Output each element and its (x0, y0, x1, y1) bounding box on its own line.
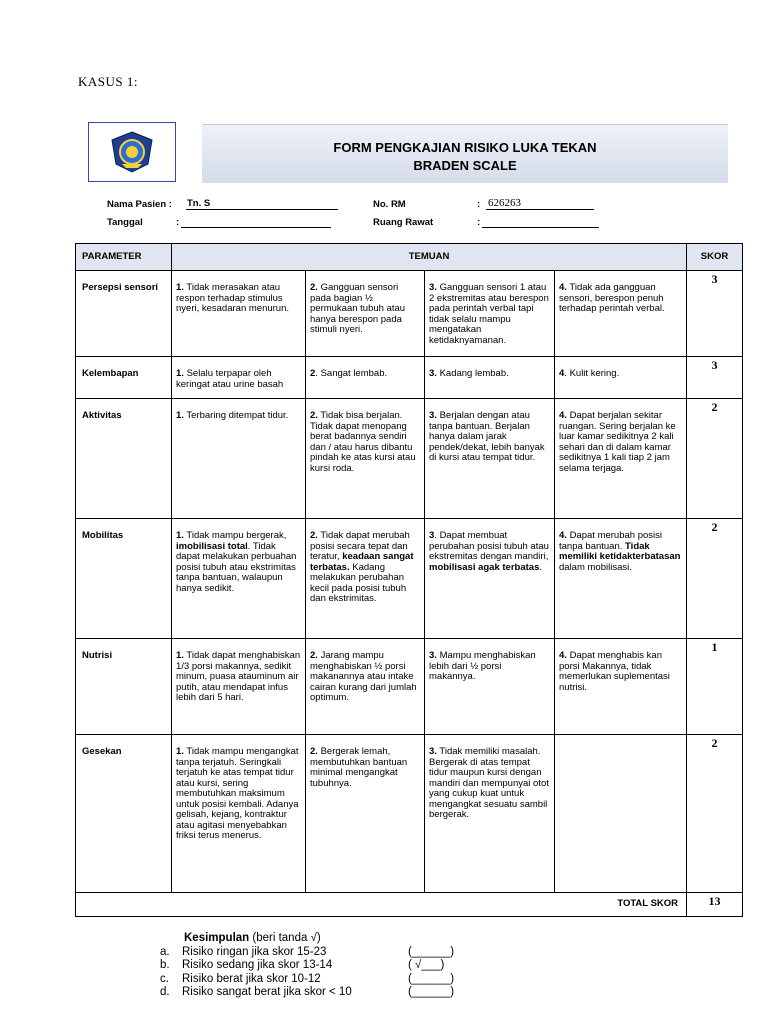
patient-name-value[interactable]: Tn. S (187, 198, 211, 209)
param-name: Persepsi sensori (76, 271, 172, 357)
form-title: FORM PENGKAJIAN RISIKO LUKA TEKAN (333, 140, 597, 155)
rm-value[interactable]: 626263 (488, 197, 521, 209)
header-parameter: PARAMETER (76, 244, 172, 271)
conclusion-section (160, 932, 468, 1000)
table-row (76, 735, 743, 893)
option-cell[interactable]: 2. Tidak bisa berjalan. Tidak dapat menopang berat badannya sendiri dan / atau harus dibantu pindah ke atas kursi atau kursi roda. (306, 399, 425, 519)
option-cell[interactable]: 2. Gangguan sensori pada bagian ½ permukaan tubuh atau hanya berespon pada stimuli nyeri. (306, 271, 425, 357)
table-row (76, 271, 743, 357)
date-label: Tanggal (107, 217, 143, 228)
conclusion-option: c. Risiko berat jika skor 10-12 (______) (160, 973, 468, 987)
conclusion-option: d. Risiko sangat berat jika skor < 10 (______) (160, 986, 468, 1000)
form-title-banner (202, 124, 728, 183)
option-cell[interactable]: 2. Jarang mampu menghabiskan ½ porsi makanannya atau intake cairan kurang dari jumlah optimum. (306, 639, 425, 735)
param-name: Aktivitas (76, 399, 172, 519)
score-cell[interactable]: 1 (687, 639, 743, 735)
option-cell[interactable]: 3. Tidak memiliki masalah. Bergerak di atas tempat tidur maupun kursi dengan mandiri dan mempunyai otot yang cukup kuat untuk mengangkat sesuatu sambil bergerak. (425, 735, 555, 893)
date-field[interactable] (181, 227, 331, 228)
option-cell[interactable]: 1. Selalu terpapar oleh keringat atau urine basah (172, 357, 306, 399)
rm-line (486, 209, 594, 210)
param-name: Kelembapan (76, 357, 172, 399)
table-header-row (76, 244, 743, 271)
room-separator: : (477, 217, 481, 228)
option-cell[interactable]: 3. Berjalan dengan atau tanpa bantuan. Berjalan hanya dalam jarak pendek/dekat, lebih banyak di kursi atau tempat tidur. (425, 399, 555, 519)
option-cell[interactable]: 1. Tidak mampu bergerak, imobilisasi total. Tidak dapat melakukan perbuahan posisi tubuh atau ekstrimitas tanpa bantuan, walaupun hanya sedikit. (172, 519, 306, 639)
option-cell[interactable]: 4. Kulit kering. (555, 357, 687, 399)
total-label: TOTAL SKOR (76, 893, 687, 917)
check-box[interactable]: (______) (408, 945, 455, 958)
score-cell[interactable]: 3 (687, 357, 743, 399)
check-box[interactable]: (______) (408, 972, 455, 985)
case-heading: KASUS 1: (78, 74, 138, 89)
table-row (76, 399, 743, 519)
check-box[interactable]: (______) (408, 986, 455, 998)
score-cell[interactable]: 2 (687, 735, 743, 893)
score-cell[interactable]: 2 (687, 399, 743, 519)
option-cell[interactable]: 4. Dapat berjalan sekitar ruangan. Sering berjalan ke luar kamar sedikitnya 2 kali sehari dan di dalam kamar sedikitnya 1 kali tiap 2 jam selama terjaga. (555, 399, 687, 519)
option-cell[interactable]: 1. Tidak merasakan atau respon terhadap stimulus nyeri, kesadaran menurun. (172, 271, 306, 357)
param-name: Gesekan (76, 735, 172, 893)
room-label: Ruang Rawat (373, 217, 434, 228)
room-field[interactable] (482, 227, 599, 228)
logo (88, 122, 176, 182)
table-row (76, 519, 743, 639)
option-cell[interactable]: 1. Tidak dapat menghabiskan 1/3 porsi makannya, sedikit minum, puasa atauminum air putih, atau mendapat infus lebih dari 5 hari. (172, 639, 306, 735)
option-cell[interactable]: 3. Kadang lembab. (425, 357, 555, 399)
table-row (76, 639, 743, 735)
option-cell[interactable]: 4. Tidak ada gangguan sensori, berespon penuh terhadap perintah verbal. (555, 271, 687, 357)
header-temuan: TEMUAN (172, 244, 687, 271)
form-subtitle: BRADEN SCALE (413, 158, 517, 173)
patient-name-label: Nama Pasien : (107, 199, 172, 210)
option-cell[interactable]: 4. Dapat merubah posisi tanpa bantuan. Tidak memiliki ketidakterbatasan dalam mobilisasi. (555, 519, 687, 639)
conclusion-option: a. Risiko ringan jika skor 15-23 (______) (160, 946, 468, 960)
option-cell[interactable]: 3. Mampu menghabiskan lebih dari ½ porsi makannya. (425, 639, 555, 735)
option-cell[interactable] (555, 735, 687, 893)
param-name: Nutrisi (76, 639, 172, 735)
option-cell[interactable]: 3. Gangguan sensori 1 atau 2 ekstremitas atau berespon pada perintah verbal tapi tidak selalu mampu mengatakan ketidaknyamanan. (425, 271, 555, 357)
check-box[interactable]: ( √___) (408, 959, 445, 971)
braden-scale-table (75, 243, 743, 917)
conclusion-option: b. Risiko sedang jika skor 13-14 ( √___) (160, 959, 468, 973)
conclusion-heading: Kesimpulan (beri tanda √) (184, 932, 321, 944)
header-skor: SKOR (687, 244, 743, 271)
option-cell[interactable]: 2. Bergerak lemah, membutuhkan bantuan minimal mengangkat tubuhnya. (306, 735, 425, 893)
option-cell[interactable]: 2. Sangat lembab. (306, 357, 425, 399)
rm-separator: : (477, 199, 481, 210)
score-cell[interactable]: 3 (687, 271, 743, 357)
total-row (76, 893, 743, 917)
emblem-icon (108, 130, 156, 174)
date-separator: : (176, 217, 180, 228)
option-cell[interactable]: 3. Dapat membuat perubahan posisi tubuh atau ekstremitas dengan mandiri, mobilisasi agak terbatas. (425, 519, 555, 639)
rm-label: No. RM (373, 199, 406, 210)
patient-name-line (186, 209, 338, 210)
param-name: Mobilitas (76, 519, 172, 639)
option-cell[interactable]: 1. Tidak mampu mengangkat tanpa terjatuh. Seringkali terjatuh ke atas tempat tidur atau kursi, sering membutuhkan maksimum untuk posisi kembali. Adanya gelisah, kejang, kontraktur atau agitasi menyebabkan friksi terus menerus. (172, 735, 306, 893)
option-cell[interactable]: 4. Dapat menghabis kan porsi Makannya, tidak memerlukan suplementasi nutrisi. (555, 639, 687, 735)
total-score[interactable]: 13 (687, 893, 743, 917)
score-cell[interactable]: 2 (687, 519, 743, 639)
table-row (76, 357, 743, 399)
option-cell[interactable]: 2. Tidak dapat merubah posisi secara tepat dan teratur, keadaan sangat terbatas. Kadang melakukan perubahan kecil pada posisi tubuh dan ekstrimitas. (306, 519, 425, 639)
option-cell[interactable]: 1. Terbaring ditempat tidur. (172, 399, 306, 519)
